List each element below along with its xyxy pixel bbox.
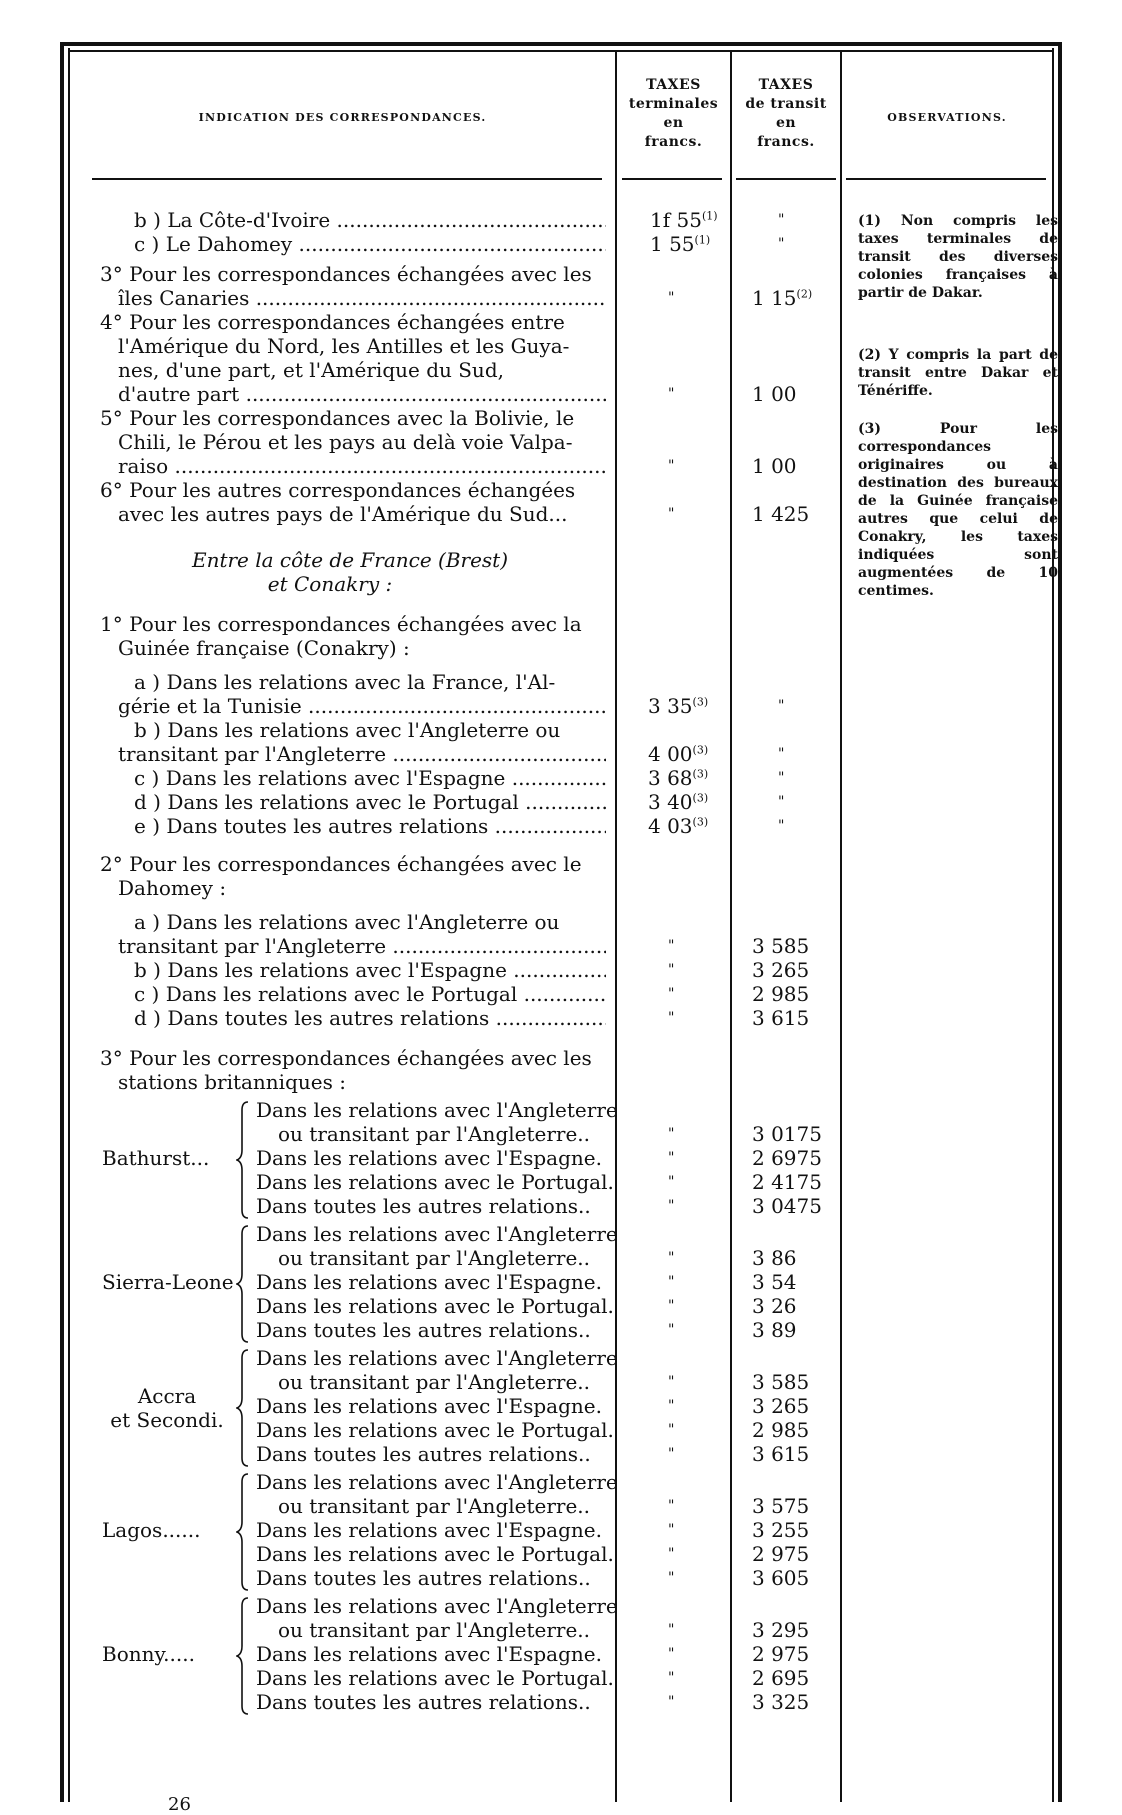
frame-top-outer xyxy=(60,42,1062,46)
footnote-ref: (3) xyxy=(692,767,709,781)
ditto-terminales: " xyxy=(668,1322,675,1338)
station-relation: Dans toutes les autres relations.. xyxy=(256,1566,591,1590)
frame-left-outer xyxy=(60,42,64,1802)
row-bolivie-line2: Chili, le Pérou et les pays au delà voie Valpa- xyxy=(118,430,573,454)
value-autres-sud-transit: 1 425 xyxy=(752,502,810,526)
station-relation: Dans les relations avec le Portugal. xyxy=(256,1170,614,1194)
dahomey-intro-line1: 2° Pour les correspondances échangées avec le xyxy=(100,852,582,876)
ditto-dahomey-b-terminales: " xyxy=(668,962,675,978)
station-relation: Dans les relations avec le Portugal. xyxy=(256,1418,614,1442)
britanniques-intro-line2: stations britanniques : xyxy=(118,1070,346,1094)
station-name: Bonny..... xyxy=(102,1642,195,1666)
value-transit: 3 0175 xyxy=(752,1122,822,1146)
dahomey-row-a-line1: a ) Dans les relations avec l'Angleterre ou xyxy=(134,910,560,934)
station-relation: Dans les relations avec l'Angleterre xyxy=(256,1594,618,1618)
ditto-terminales: " xyxy=(668,1670,675,1686)
value-dahomey-d-transit: 3 615 xyxy=(752,1006,810,1030)
header-transit-line4: francs. xyxy=(757,134,815,150)
guinee-row-a-line1: a ) Dans les relations avec la France, l'Al- xyxy=(134,670,556,694)
value-transit: 2 6975 xyxy=(752,1146,822,1170)
station-name-line: Accra xyxy=(137,1384,197,1408)
station-relation: Dans les relations avec l'Espagne. xyxy=(256,1394,602,1418)
ditto-dahomey-c-terminales: " xyxy=(668,986,675,1002)
guinee-row-d: d ) Dans les relations avec le Portugal ..... xyxy=(134,790,606,814)
footnote-ref: (1) xyxy=(694,233,711,247)
value-transit: 2 975 xyxy=(752,1642,810,1666)
value-transit: 3 605 xyxy=(752,1566,810,1590)
value-guinee-b-terminales xyxy=(648,742,708,766)
ditto-terminales: " xyxy=(668,1174,675,1190)
station-relation: Dans les relations avec l'Angleterre xyxy=(256,1222,618,1246)
ditto-guinee-b-transit: " xyxy=(778,746,785,762)
station-relation: Dans les relations avec l'Espagne. xyxy=(256,1518,602,1542)
ditto-dahomey-transit: " xyxy=(778,236,785,252)
row-canaries-intro: 3° Pour les correspondances échangées avec les xyxy=(100,262,592,286)
dahomey-row-d: d ) Dans toutes les autres relations ..... xyxy=(134,1006,606,1030)
dahomey-intro-line2: Dahomey : xyxy=(118,876,227,900)
column-divider-3 xyxy=(840,50,842,1802)
ditto-terminales: " xyxy=(668,1646,675,1662)
value-transit: 2 4175 xyxy=(752,1170,822,1194)
station-name-line: et Secondi. xyxy=(110,1408,224,1432)
station-name xyxy=(102,1384,232,1432)
header-indication: INDICATION DES CORRESPONDANCES. xyxy=(198,111,487,124)
row-amerique-line2: l'Amérique du Nord, les Antilles et les Guya- xyxy=(118,334,570,358)
ditto-terminales: " xyxy=(668,1374,675,1390)
header-transit-line2: de transit xyxy=(745,96,827,112)
station-relation: Dans les relations avec l'Angleterre xyxy=(256,1470,618,1494)
britanniques-intro-line1: 3° Pour les correspondances échangées avec les xyxy=(100,1046,592,1070)
ditto-terminales: " xyxy=(668,1274,675,1290)
header-terminales-line1: TAXES xyxy=(646,77,701,93)
value-text: 3 40 xyxy=(648,790,693,814)
frame-top-inner xyxy=(68,50,1054,52)
station-name: Lagos...... xyxy=(102,1518,201,1542)
ditto-dahomey-a-terminales: " xyxy=(668,938,675,954)
value-transit: 2 985 xyxy=(752,1418,810,1442)
row-bolivie-line1: 5° Pour les correspondances avec la Bolivie, le xyxy=(100,406,575,430)
ditto-bolivie-terminales: " xyxy=(668,458,675,474)
header-taxes-transit xyxy=(732,76,840,152)
value-dahomey-b-transit: 3 265 xyxy=(752,958,810,982)
page-number: 26 xyxy=(168,1794,191,1815)
footnote-ref: (3) xyxy=(692,743,709,757)
station-relation: Dans les relations avec le Portugal. xyxy=(256,1294,614,1318)
station-relation: ou transitant par l'Angleterre.. xyxy=(278,1494,591,1518)
value-transit: 3 615 xyxy=(752,1442,810,1466)
station-relation: Dans les relations avec l'Espagne. xyxy=(256,1642,602,1666)
station-relation: Dans toutes les autres relations.. xyxy=(256,1194,591,1218)
brace-icon xyxy=(236,1100,250,1220)
station-relation: Dans les relations avec l'Espagne. xyxy=(256,1146,602,1170)
dahomey-row-a-line2: transitant par l'Angleterre ..... xyxy=(118,934,606,958)
row-canaries: îles Canaries ..... xyxy=(118,286,606,310)
brace-icon xyxy=(236,1348,250,1468)
row-dahomey: c ) Le Dahomey ..... xyxy=(134,232,606,256)
value-amerique-transit: 1 00 xyxy=(752,382,797,406)
header-terminales-line2: terminales xyxy=(628,96,719,112)
ditto-terminales: " xyxy=(668,1522,675,1538)
value-transit: 3 86 xyxy=(752,1246,797,1270)
value-text: 1 55 xyxy=(650,232,695,256)
observation-note-3: (3) Pour les correspondances originaires ou à destination des bureaux de la Guinée française autres que celui de Conakry, les taxes indiquées sont augmentées de 10 centimes. xyxy=(858,421,1058,599)
ditto-terminales: " xyxy=(668,1126,675,1142)
ditto-canaries-terminales: " xyxy=(668,290,675,306)
value-text: 1f 55 xyxy=(650,208,702,232)
row-autres-sud-line2: avec les autres pays de l'Amérique du Sud... xyxy=(118,502,568,526)
station-relation: Dans les relations avec l'Angleterre xyxy=(256,1098,618,1122)
ditto-terminales: " xyxy=(668,1198,675,1214)
ditto-guinee-d-transit: " xyxy=(778,794,785,810)
row-amerique-line1: 4° Pour les correspondances échangées entre xyxy=(100,310,565,334)
brace-icon xyxy=(236,1224,250,1344)
header-rule xyxy=(92,178,602,180)
header-terminales-line4: francs. xyxy=(644,134,703,150)
value-text: 3 68 xyxy=(648,766,693,790)
station-relation: Dans toutes les autres relations.. xyxy=(256,1442,591,1466)
ditto-autres-sud-terminales: " xyxy=(668,506,675,522)
header-rule-col3 xyxy=(736,178,836,180)
ditto-terminales: " xyxy=(668,1398,675,1414)
value-guinee-c-terminales xyxy=(648,766,708,790)
station-relation: ou transitant par l'Angleterre.. xyxy=(278,1370,591,1394)
brace-icon xyxy=(236,1596,250,1716)
footnote-ref: (2) xyxy=(796,287,813,301)
ditto-guinee-a-transit: " xyxy=(778,698,785,714)
column-divider-2 xyxy=(730,50,732,1802)
header-terminales-line3: en xyxy=(663,115,684,131)
station-relation: Dans les relations avec l'Espagne. xyxy=(256,1270,602,1294)
ditto-cote-divoire-transit: " xyxy=(778,212,785,228)
station-relation: ou transitant par l'Angleterre.. xyxy=(278,1246,591,1270)
station-name: Sierra-Leone xyxy=(102,1270,234,1294)
header-transit-line1: TAXES xyxy=(758,77,814,93)
station-relation: Dans toutes les autres relations.. xyxy=(256,1318,591,1342)
value-transit: 2 975 xyxy=(752,1542,810,1566)
guinee-row-b-line2: transitant par l'Angleterre ..... xyxy=(118,742,606,766)
value-canaries-transit xyxy=(752,286,812,310)
value-text: 3 35 xyxy=(648,694,693,718)
ditto-terminales: " xyxy=(668,1446,675,1462)
ditto-terminales: " xyxy=(668,1694,675,1710)
value-transit: 3 54 xyxy=(752,1270,797,1294)
value-transit: 3 575 xyxy=(752,1494,810,1518)
value-guinee-d-terminales xyxy=(648,790,708,814)
station-relation: Dans toutes les autres relations.. xyxy=(256,1690,591,1714)
footnote-ref: (1) xyxy=(701,209,718,223)
value-transit: 2 695 xyxy=(752,1666,810,1690)
dahomey-row-b: b ) Dans les relations avec l'Espagne ..... xyxy=(134,958,606,982)
frame-right-inner xyxy=(1052,48,1054,1802)
header-rule-col2 xyxy=(622,178,722,180)
value-bolivie-transit: 1 00 xyxy=(752,454,797,478)
guinee-row-e: e ) Dans toutes les autres relations ..... xyxy=(134,814,606,838)
row-amerique-line3: nes, d'une part, et l'Amérique du Sud, xyxy=(118,358,504,382)
column-divider-1 xyxy=(615,50,617,1802)
value-transit: 3 0475 xyxy=(752,1194,822,1218)
brace-icon xyxy=(236,1472,250,1592)
station-relation: ou transitant par l'Angleterre.. xyxy=(278,1618,591,1642)
row-amerique-line4: d'autre part ..... xyxy=(118,382,606,406)
guinee-row-b-line1: b ) Dans les relations avec l'Angleterre ou xyxy=(134,718,561,742)
station-name: Bathurst... xyxy=(102,1146,210,1170)
value-dahomey-a-transit: 3 585 xyxy=(752,934,810,958)
value-transit: 3 295 xyxy=(752,1618,810,1642)
value-transit: 3 255 xyxy=(752,1518,810,1542)
observation-note-2: (2) Y compris la part de transit entre Dakar et Ténériffe. xyxy=(858,347,1058,399)
header-observations: OBSERVATIONS. xyxy=(887,111,1007,124)
ditto-terminales: " xyxy=(668,1250,675,1266)
footnote-ref: (3) xyxy=(692,815,709,829)
row-cote-divoire: b ) La Côte-d'Ivoire ..... xyxy=(134,208,606,232)
footnote-ref: (3) xyxy=(692,695,709,709)
ditto-terminales: " xyxy=(668,1498,675,1514)
station-relation: Dans les relations avec le Portugal. xyxy=(256,1666,614,1690)
value-text: 4 00 xyxy=(648,742,693,766)
section-title-line1: Entre la côte de France (Brest) xyxy=(191,548,509,572)
guinee-row-a-line2: gérie et la Tunisie ..... xyxy=(118,694,606,718)
header-transit-line3: en xyxy=(775,115,797,131)
station-relation: Dans les relations avec le Portugal. xyxy=(256,1542,614,1566)
value-text: 4 03 xyxy=(648,814,693,838)
value-transit: 3 26 xyxy=(752,1294,797,1318)
row-autres-sud-line1: 6° Pour les autres correspondances échangées xyxy=(100,478,576,502)
value-cote-divoire-terminales xyxy=(650,208,718,232)
header-taxes-terminales xyxy=(617,76,730,152)
dahomey-row-c: c ) Dans les relations avec le Portugal ..... xyxy=(134,982,606,1006)
value-text: 1 15 xyxy=(752,286,797,310)
header-rule-col4 xyxy=(846,178,1046,180)
value-guinee-a-terminales xyxy=(648,694,708,718)
ditto-guinee-e-transit: " xyxy=(778,818,785,834)
frame-left-inner xyxy=(68,48,70,1802)
value-transit: 3 89 xyxy=(752,1318,797,1342)
ditto-terminales: " xyxy=(668,1570,675,1586)
value-transit: 3 585 xyxy=(752,1370,810,1394)
frame-right-outer xyxy=(1058,42,1062,1802)
ditto-terminales: " xyxy=(668,1622,675,1638)
guinee-intro-line1: 1° Pour les correspondances échangées avec la xyxy=(100,612,582,636)
station-relation: ou transitant par l'Angleterre.. xyxy=(278,1122,591,1146)
ditto-terminales: " xyxy=(668,1546,675,1562)
section-title-line2: et Conakry : xyxy=(267,572,393,596)
row-bolivie-line3: raiso ..... xyxy=(118,454,606,478)
guinee-intro-line2: Guinée française (Conakry) : xyxy=(118,636,410,660)
value-dahomey-c-transit: 2 985 xyxy=(752,982,810,1006)
ditto-terminales: " xyxy=(668,1150,675,1166)
ditto-dahomey-d-terminales: " xyxy=(668,1010,675,1026)
value-dahomey-terminales xyxy=(650,232,710,256)
footnote-ref: (3) xyxy=(692,791,709,805)
value-transit: 3 325 xyxy=(752,1690,810,1714)
observation-note-1: (1) Non compris les taxes terminales de transit des diverses colonies françaises à partir de Dakar. xyxy=(858,213,1058,301)
ditto-terminales: " xyxy=(668,1298,675,1314)
ditto-terminales: " xyxy=(668,1422,675,1438)
guinee-row-c: c ) Dans les relations avec l'Espagne ..... xyxy=(134,766,606,790)
value-guinee-e-terminales xyxy=(648,814,708,838)
value-transit: 3 265 xyxy=(752,1394,810,1418)
ditto-amerique-terminales: " xyxy=(668,386,675,402)
ditto-guinee-c-transit: " xyxy=(778,770,785,786)
station-relation: Dans les relations avec l'Angleterre xyxy=(256,1346,618,1370)
